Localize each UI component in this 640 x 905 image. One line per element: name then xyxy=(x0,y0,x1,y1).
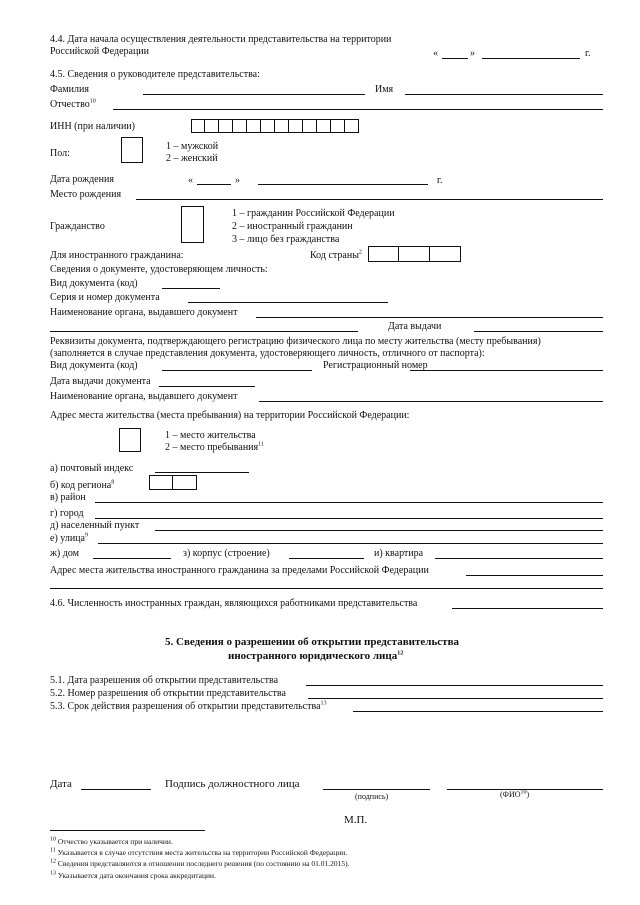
cit-opt2: 2 – иностранный гражданин xyxy=(232,221,353,232)
district-field[interactable] xyxy=(95,502,603,503)
year-mark: г. xyxy=(585,48,591,59)
region-cells[interactable] xyxy=(149,475,197,490)
date-label: Дата xyxy=(50,778,72,790)
cit-opt3: 3 – лицо без гражданства xyxy=(232,234,340,245)
fio-caption: (ФИО$^{10}$) xyxy=(500,789,530,799)
s45-title: 4.5. Сведения о руководителе представительства: xyxy=(50,69,260,80)
patronymic-label: Отчество$^{10}$ xyxy=(50,98,96,110)
s52-label: 5.2. Номер разрешения об открытии представительства xyxy=(50,688,286,699)
sign-date-field[interactable] xyxy=(81,789,151,790)
surname-field[interactable] xyxy=(143,94,365,95)
apartment-label: и) квартира xyxy=(374,548,424,559)
s51-label: 5.1. Дата разрешения об открытии представительства xyxy=(50,675,279,686)
s5-title-2: иностранного юридического лица$^{12}$ xyxy=(228,650,404,662)
gender-opt1: 1 – мужской xyxy=(166,141,219,152)
birth-place-label: Место рождения xyxy=(50,189,122,200)
building-field[interactable] xyxy=(289,558,364,559)
citizenship-label: Гражданство xyxy=(50,221,105,232)
addr-opt1: 1 – место жительства xyxy=(165,430,256,441)
footnote-divider xyxy=(50,830,205,831)
gender-box[interactable] xyxy=(121,137,143,163)
patronymic-field[interactable] xyxy=(113,109,603,110)
footnote-10: $^{10}$ Отчество указывается при наличии. xyxy=(50,836,173,846)
gender-opt2: 2 – женский xyxy=(166,153,218,164)
birth-place-field[interactable] xyxy=(136,199,603,200)
locality-field[interactable] xyxy=(155,530,603,531)
reg-number-label: Регистрационный номер xyxy=(323,360,428,371)
reg-doc-type-label: Вид документа (код) xyxy=(50,360,138,371)
footnote-11: $^{11}$ Указывается в случае отсутствия места жительства на территории Российской Федерации. xyxy=(50,847,348,857)
reg-doc-type-field[interactable] xyxy=(162,370,312,371)
doc-type-label: Вид документа (код) xyxy=(50,278,138,289)
start-day-field[interactable] xyxy=(442,58,468,59)
quote-close: » xyxy=(470,48,475,59)
foreign-label: Для иностранного гражданина: xyxy=(50,250,184,261)
reg-line2: (заполняется в случае представления документа, удостоверяющего личность, отличного от паспорта): xyxy=(50,348,485,359)
inn-cells[interactable] xyxy=(191,119,359,133)
year-mark: г. xyxy=(437,175,443,186)
cit-opt1: 1 – гражданин Российской Федерации xyxy=(232,208,395,219)
foreign-address-field[interactable] xyxy=(466,575,603,576)
reg-issuer-field[interactable] xyxy=(259,401,603,402)
reg-issuer-label: Наименование органа, выдавшего документ xyxy=(50,391,238,402)
country-code-cells[interactable] xyxy=(368,246,461,262)
doc-issuer-field[interactable] xyxy=(256,317,603,318)
name-field[interactable] xyxy=(405,94,603,95)
citizenship-box[interactable] xyxy=(181,206,204,243)
s44-line1: 4.4. Дата начала осуществления деятельности представительства на территории xyxy=(50,34,392,45)
inn-label: ИНН (при наличии) xyxy=(50,121,135,132)
gender-label: Пол: xyxy=(50,148,70,159)
doc-type-field[interactable] xyxy=(162,288,220,289)
city-field[interactable] xyxy=(95,518,603,519)
footnote-13: $^{13}$ Указывается дата окончания срока аккредитации. xyxy=(50,870,216,880)
reg-issue-date-label: Дата выдачи документа xyxy=(50,376,151,387)
foreign-address-label: Адрес места жительства иностранного гражданина за пределами Российской Федерации xyxy=(50,565,429,576)
name-label: Имя xyxy=(375,84,394,95)
s46-field[interactable] xyxy=(452,608,603,609)
doc-issuer-field-2[interactable] xyxy=(50,331,358,332)
birth-day-field[interactable] xyxy=(197,184,231,185)
doc-info-label: Сведения о документе, удостоверяющем личность: xyxy=(50,264,268,275)
reg-number-field[interactable] xyxy=(410,370,603,371)
s46-label: 4.6. Численность иностранных граждан, являющихся работниками представительства xyxy=(50,598,418,609)
quote-open: « xyxy=(433,48,438,59)
postal-label: а) почтовый индекс xyxy=(50,463,134,474)
s52-field[interactable] xyxy=(308,698,603,699)
foreign-address-field-2[interactable] xyxy=(50,588,603,589)
doc-issuer-label: Наименование органа, выдавшего документ xyxy=(50,307,238,318)
doc-series-label: Серия и номер документа xyxy=(50,292,160,303)
doc-series-field[interactable] xyxy=(188,302,388,303)
stamp-label: М.П. xyxy=(344,814,368,826)
address-title: Адрес места жительства (места пребывания) на территории Российской Федерации: xyxy=(50,410,410,421)
postal-field[interactable] xyxy=(155,472,249,473)
addr-opt2: 2 – место пребывания$^{11}$ xyxy=(165,441,264,453)
sign-label: Подпись должностного лица xyxy=(165,778,300,790)
s5-title-1: 5. Сведения о разрешении об открытии представительства xyxy=(165,636,460,648)
s53-label: 5.3. Срок действия разрешения об открытии представительства$^{13}$ xyxy=(50,700,327,712)
country-code-label: Код страны$^2$ xyxy=(310,249,362,261)
s44-line2: Российской Федерации xyxy=(50,46,150,57)
signature-field[interactable] xyxy=(323,789,430,790)
sign-caption: (подпись) xyxy=(355,792,389,801)
s53-field[interactable] xyxy=(353,711,603,712)
birth-month-year-field[interactable] xyxy=(258,184,428,185)
locality-label: д) населенный пункт xyxy=(50,520,140,531)
surname-label: Фамилия xyxy=(50,84,89,95)
street-label: е) улица$^9$ xyxy=(50,532,88,544)
house-label: ж) дом xyxy=(50,548,79,559)
building-label: з) корпус (строение) xyxy=(183,548,270,559)
issue-date-label: Дата выдачи xyxy=(388,321,442,332)
quote-open: « xyxy=(188,175,193,186)
street-field[interactable] xyxy=(98,543,603,544)
apartment-field[interactable] xyxy=(435,558,603,559)
birth-date-label: Дата рождения xyxy=(50,174,114,185)
footnote-12: $^{12}$ Сведения представляются в отношении последнего решения (по состоянию на 01.01.2015). xyxy=(50,858,350,868)
house-field[interactable] xyxy=(93,558,171,559)
city-label: г) город xyxy=(50,508,84,519)
region-label: б) код региона$^8$ xyxy=(50,479,115,491)
district-label: в) район xyxy=(50,492,86,503)
issue-date-field[interactable] xyxy=(474,331,603,332)
start-month-year-field[interactable] xyxy=(482,58,580,59)
s51-field[interactable] xyxy=(306,685,603,686)
reg-issue-date-field[interactable] xyxy=(159,386,255,387)
address-type-box[interactable] xyxy=(119,428,141,452)
quote-close: » xyxy=(235,175,240,186)
reg-line1: Реквизиты документа, подтверждающего регистрацию физического лица по месту жительства (месту пребывания) xyxy=(50,336,541,347)
